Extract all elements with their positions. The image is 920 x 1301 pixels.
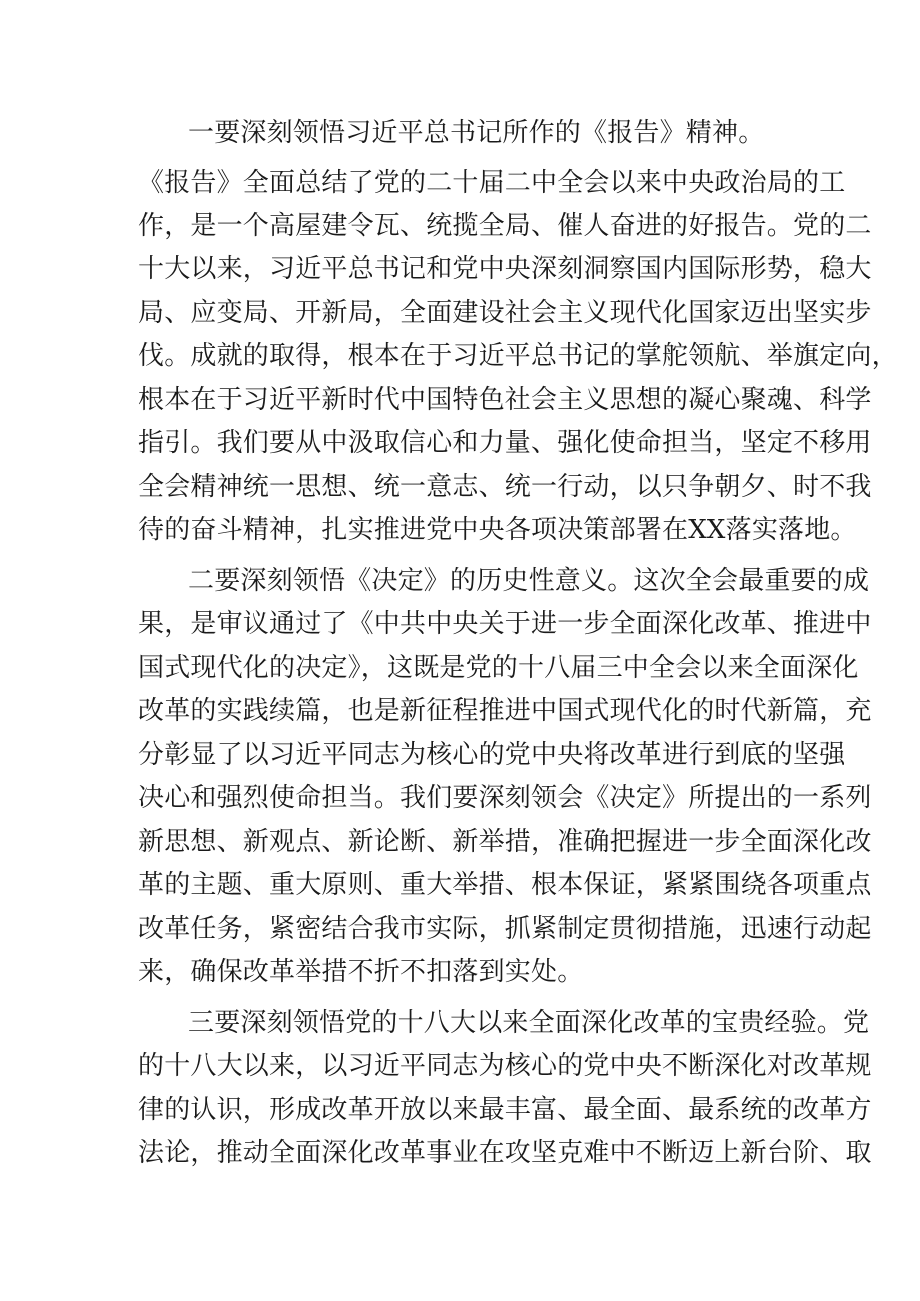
paragraph-1-line: 伐。成就的取得，根本在于习近平总书记的掌舵领航、举旗定向， xyxy=(138,341,898,371)
paragraph-2-line: 革的主题、重大原则、重大举措、根本保证，紧紧围绕各项重点 xyxy=(138,870,872,900)
paragraph-1-line: 待的奋斗精神，扎实推进党中央各项决策部署在XX落实落地。 xyxy=(138,515,857,545)
paragraph-1-line: 全会精神统一思想、统一意志、统一行动，以只争朝夕、时不我 xyxy=(138,472,872,502)
paragraph-2-line: 国式现代化的决定》，这既是党的十八届三中全会以来全面深化 xyxy=(138,653,859,683)
paragraph-1-line: 《报告》全面总结了党的二十届二中全会以来中央政治局的工 xyxy=(138,168,846,198)
paragraph-3-line: 律的认识，形成改革开放以来最丰富、最全面、最系统的改革方 xyxy=(138,1095,872,1125)
paragraph-2-line: 改革任务，紧密结合我市实际，抓紧制定贯彻措施，迅速行动起 xyxy=(138,914,872,944)
paragraph-1-line: 十大以来，习近平总书记和党中央深刻洞察国内国际形势，稳大 xyxy=(138,254,872,284)
paragraph-3-line: 的十八大以来，以习近平同志为核心的党中央不断深化对改革规 xyxy=(138,1051,872,1081)
paragraph-3-first-line: 三要深刻领悟党的十八大以来全面深化改革的宝贵经验。党 xyxy=(188,1008,870,1038)
paragraph-1-line: 作，是一个高屋建令瓦、统揽全局、催人奋进的好报告。党的二 xyxy=(138,211,872,241)
paragraph-2-line: 来，确保改革举措不折不扣落到实处。 xyxy=(138,957,584,987)
paragraph-2-line: 分彰显了以习近平同志为核心的党中央将改革进行到底的坚强 xyxy=(138,740,846,770)
paragraph-2-line: 决心和强烈使命担当。我们要深刻领会《决定》所提出的一系列 xyxy=(138,783,872,813)
paragraph-2-line: 果，是审议通过了《中共中央关于进一步全面深化改革、推进中 xyxy=(138,609,872,639)
paragraph-3-line: 法论，推动全面深化改革事业在攻坚克难中不断迈上新台阶、取 xyxy=(138,1138,872,1168)
paragraph-1-line: 局、应变局、开新局，全面建设社会主义现代化国家迈出坚实步 xyxy=(138,298,872,328)
paragraph-1-heading: 一要深刻领悟习近平总书记所作的《报告》精神。 xyxy=(188,118,765,148)
paragraph-1-line: 指引。我们要从中汲取信心和力量、强化使命担当，坚定不移用 xyxy=(138,428,872,458)
paragraph-2-line: 改革的实践续篇，也是新征程推进中国式现代化的时代新篇，充 xyxy=(138,696,872,726)
paragraph-2-line: 新思想、新观点、新论断、新举措，准确把握进一步全面深化改 xyxy=(138,827,872,857)
paragraph-1-line: 根本在于习近平新时代中国特色社会主义思想的凝心聚魂、科学 xyxy=(138,385,872,415)
paragraph-2-first-line: 二要深刻领悟《决定》的历史性意义。这次全会最重要的成 xyxy=(188,566,870,596)
